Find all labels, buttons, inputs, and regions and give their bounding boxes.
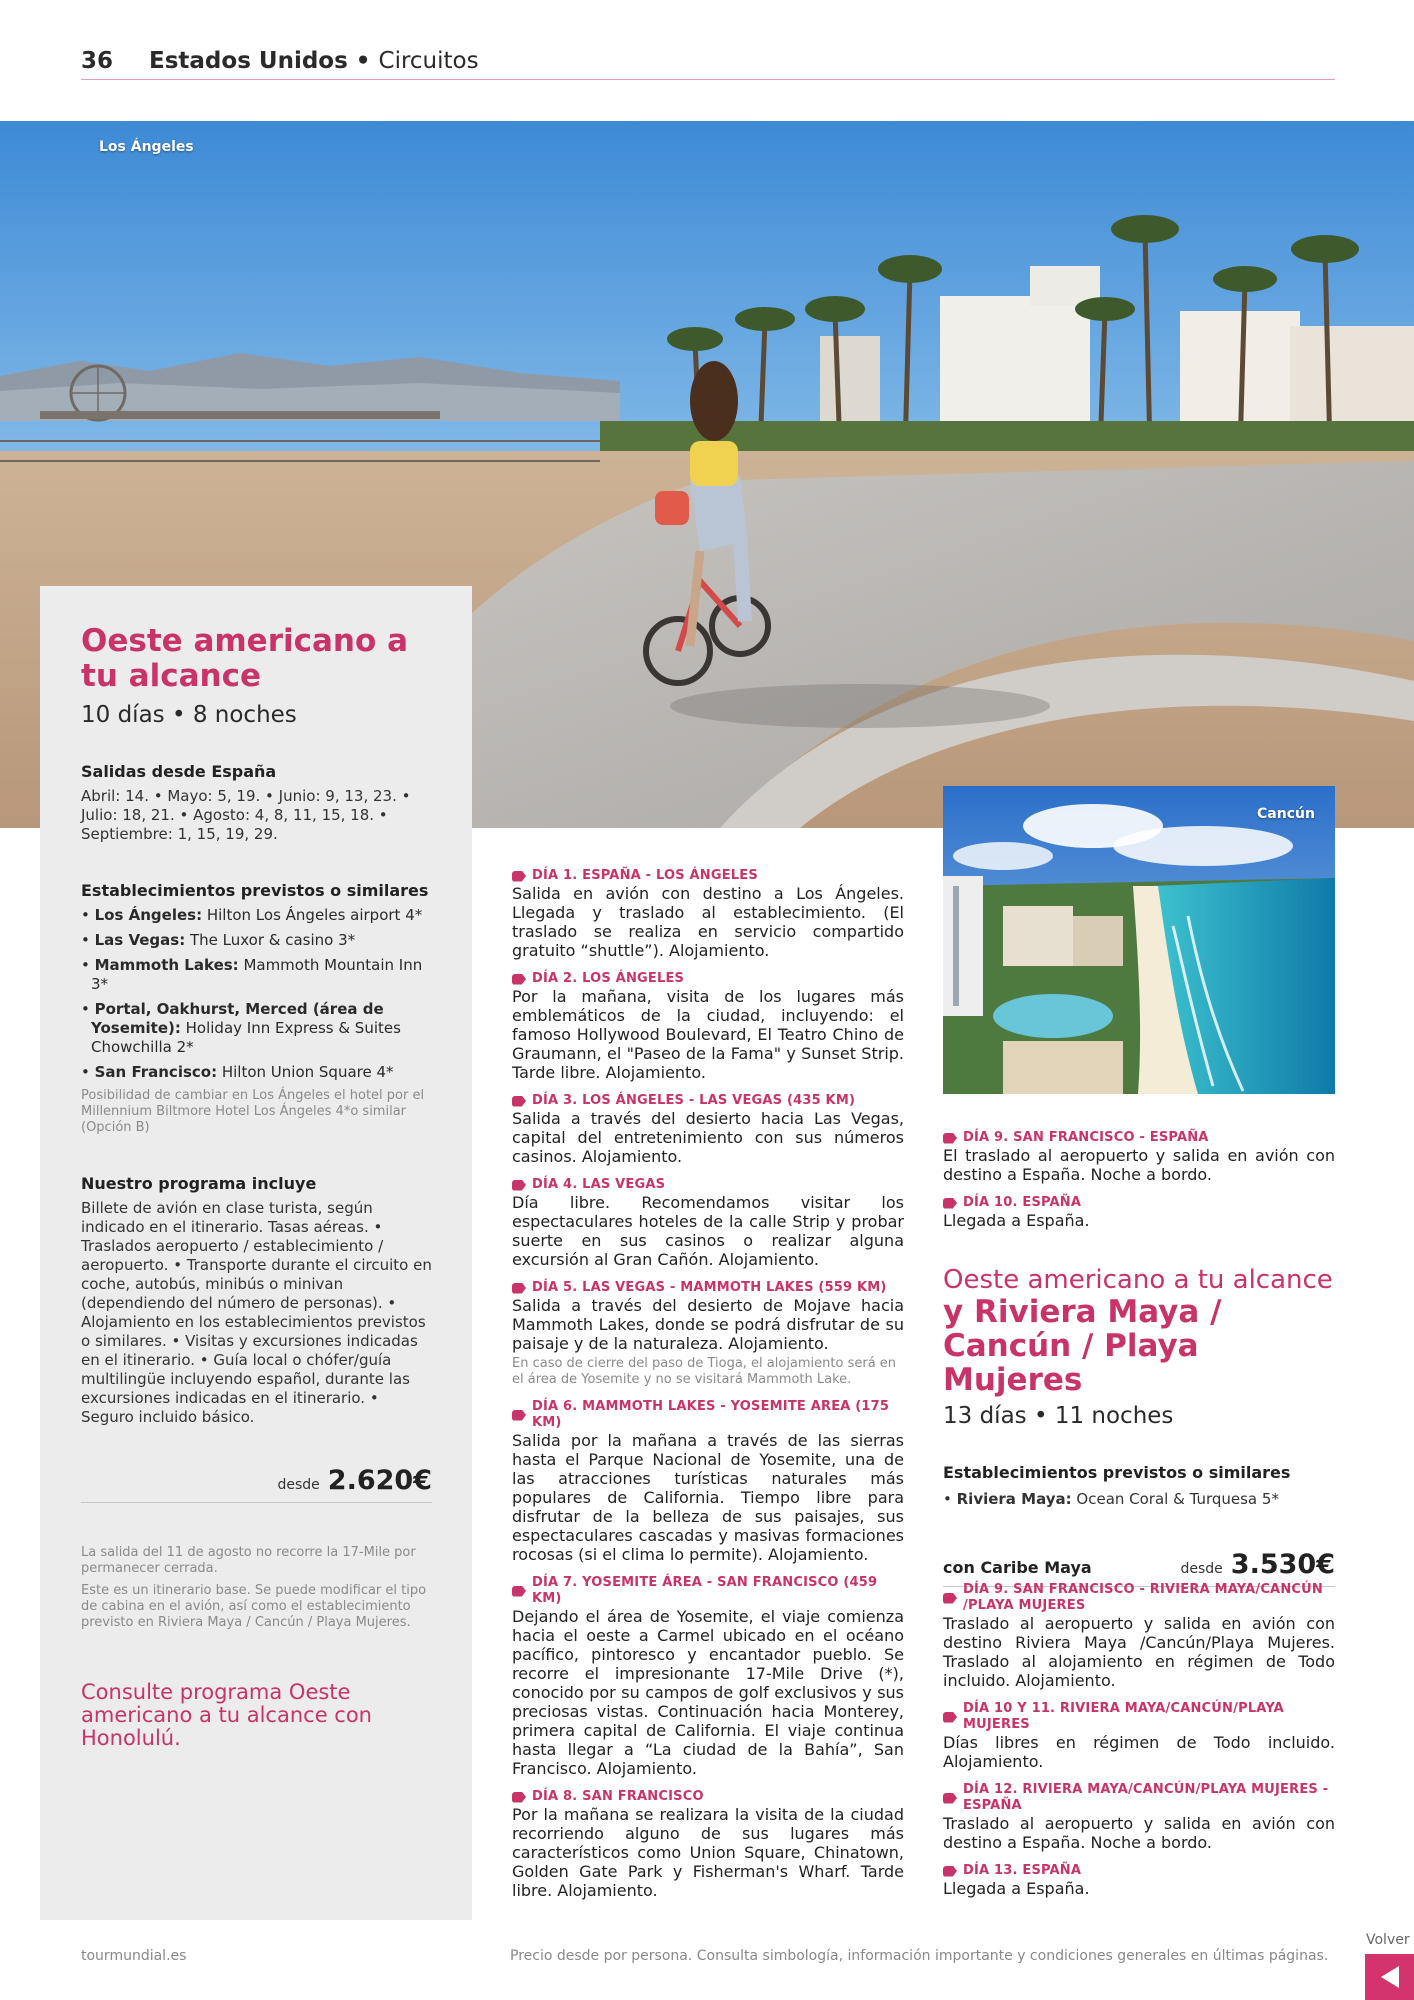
day-description: Salida por la mañana a través de las sierras hasta el Parque Nacional de Yosemite, una de las atracciones turísticas naturales más populares de California. Tiempo libre para disfrutar de la belleza de sus paisajes, sus espectaculares cascadas y masivas formaciones rocosas (si el clima lo permite). Alojamiento. bbox=[512, 1431, 904, 1564]
day-note: En caso de cierre del paso de Tioga, el alojamiento será en el área de Yosemite y no se visitará Mammoth Lake. bbox=[512, 1356, 897, 1387]
hotel-item: • Mammoth Lakes: Mammoth Mountain Inn 3* bbox=[81, 956, 423, 993]
departures-text: Abril: 14. • Mayo: 5, 19. • Junio: 9, 13, 23. • Julio: 18, 21. • Agosto: 4, 8, 11, 15, 18. • Septiembre: 1, 15, 19, 29. bbox=[81, 787, 411, 843]
extension-duration: 13 días • 11 noches bbox=[943, 1403, 1174, 1429]
extension-hotel-item: • Riviera Maya: Ocean Coral & Turquesa 5* bbox=[943, 1490, 1279, 1508]
includes-heading: Nuestro programa incluye bbox=[81, 1174, 317, 1193]
day-description: El traslado al aeropuerto y salida en avión con destino a España. Noche a bordo. bbox=[943, 1146, 1335, 1184]
day-description: Traslado al aeropuerto y salida en avión con destino a España. Noche a bordo. bbox=[943, 1814, 1335, 1852]
hotels-note: Posibilidad de cambiar en Los Ángeles el hotel por el Millennium Biltmore Hotel Los Ángeles 4*o similar (Opción B) bbox=[81, 1088, 425, 1135]
extension-title-bold: y Riviera Maya / Cancún / Playa Mujeres bbox=[943, 1294, 1222, 1398]
day-heading-text: DÍA 6. MAMMOTH LAKES - YOSEMITE AREA (175 KM) bbox=[532, 1399, 890, 1430]
tour-duration: 10 días • 8 noches bbox=[81, 702, 297, 728]
cancun-caption: Cancún bbox=[1257, 806, 1315, 822]
price-row bbox=[81, 1465, 432, 1503]
day-heading bbox=[943, 1130, 1335, 1146]
day-tag-icon bbox=[943, 1712, 957, 1723]
hotel-city: San Francisco: bbox=[94, 1063, 218, 1081]
day-heading bbox=[512, 1399, 904, 1431]
day-heading bbox=[943, 1701, 1335, 1733]
hotel-item: • San Francisco: Hilton Union Square 4* bbox=[81, 1063, 394, 1081]
day-heading-text: DÍA 13. ESPAÑA bbox=[963, 1863, 1082, 1878]
day-tag-icon bbox=[512, 1586, 526, 1597]
day-heading-text: DÍA 3. LOS ÁNGELES - LAS VEGAS (435 KM) bbox=[532, 1093, 856, 1108]
extension-itinerary bbox=[943, 1582, 1335, 1909]
includes-text: Billete de avión en clase turista, según indicado en el itinerario. Tasas aéreas. • Traslados aeropuerto / establecimiento / aeropuerto. • Transporte durante el circuito en coche, autobús, minibús o minivan (dependiendo del número de personas). • Alojamiento en los establecimientos previstos o similares. • Visitas y excursiones indicadas en el itinerario. • Guía local o chófer/guía multilingüe incluyendo español, durante las excursiones indicadas en el itinerario. • Seguro incluido básico. bbox=[81, 1199, 432, 1426]
price-from-label: desde bbox=[277, 1477, 320, 1493]
day-heading bbox=[512, 1093, 904, 1109]
day-heading bbox=[512, 1177, 904, 1193]
back-arrow-icon bbox=[1381, 1966, 1399, 1988]
hotel-name: Holiday Inn Express & Suites Chowchilla 2* bbox=[91, 1019, 401, 1056]
hotels-list bbox=[81, 906, 432, 1082]
departures-heading: Salidas desde España bbox=[81, 762, 277, 781]
hotel-name: Hilton Union Square 4* bbox=[217, 1063, 394, 1081]
section-separator: • bbox=[347, 48, 379, 74]
price-value: 2.620€ bbox=[327, 1465, 432, 1496]
hotel-item: • Los Ángeles: Hilton Los Ángeles airport 4* bbox=[81, 906, 423, 924]
day-heading bbox=[512, 868, 904, 884]
day-tag-icon bbox=[512, 974, 526, 985]
extension-price-value: 3.530€ bbox=[1230, 1549, 1335, 1580]
day-heading bbox=[512, 1789, 904, 1805]
day-description: Días libres en régimen de Todo incluido. Alojamiento. bbox=[943, 1733, 1335, 1771]
day-heading bbox=[512, 971, 904, 987]
hotel-city: Mammoth Lakes: bbox=[94, 956, 239, 974]
day-heading-text: DÍA 8. SAN FRANCISCO bbox=[532, 1789, 704, 1804]
section-title-bold: Estados Unidos bbox=[149, 48, 348, 74]
day-tag-icon bbox=[943, 1866, 957, 1877]
day-heading-text: DÍA 9. SAN FRANCISCO - RIVIERA MAYA/CANCÚN /PLAYA MUJERES bbox=[963, 1582, 1323, 1613]
day-tag-icon bbox=[943, 1793, 957, 1804]
day-heading-text: DÍA 5. LAS VEGAS - MAMMOTH LAKES (559 KM) bbox=[532, 1280, 887, 1295]
extension-hotels-heading: Establecimientos previstos o similares bbox=[943, 1463, 1291, 1482]
cancun-image bbox=[943, 786, 1335, 1094]
day-heading bbox=[512, 1575, 904, 1607]
note-itinerary-base: Este es un itinerario base. Se puede modificar el tipo de cabina en el avión, así como el establecimiento previsto en Riviera Maya / Cancún / Playa Mujeres. bbox=[81, 1583, 427, 1630]
tour-title: Oeste americano a tu alcance bbox=[81, 623, 408, 694]
hotel-name: The Luxor & casino 3* bbox=[185, 931, 356, 949]
consult-honolulu-link[interactable]: Consulte programa Oeste americano a tu alcance con Honolulú. bbox=[81, 1680, 372, 1750]
hotel-item: • Portal, Oakhurst, Merced (área de Yosemite): Holiday Inn Express & Suites Chowchilla 2* bbox=[81, 1000, 401, 1056]
day-description: Por la mañana se realizara la visita de la ciudad recorriendo alguno de sus lugares más característicos como Union Square, Chinatown, Golden Gate Park y Fisherman's Wharf. Tarde libre. Alojamiento. bbox=[512, 1805, 904, 1900]
day-tag-icon bbox=[512, 1180, 526, 1191]
day-heading-text: DÍA 9. SAN FRANCISCO - ESPAÑA bbox=[963, 1130, 1209, 1145]
day-heading-text: DÍA 4. LAS VEGAS bbox=[532, 1177, 666, 1192]
day-tag-icon bbox=[512, 1283, 526, 1294]
section-title bbox=[149, 48, 479, 74]
volver-button[interactable] bbox=[1365, 1954, 1414, 2000]
day-heading bbox=[943, 1863, 1335, 1879]
day-tag-icon bbox=[943, 1133, 957, 1144]
day-heading-text: DÍA 10 Y 11. RIVIERA MAYA/CANCÚN/PLAYA MUJERES bbox=[963, 1701, 1284, 1732]
itinerary-column bbox=[512, 868, 904, 1911]
day-heading-text: DÍA 1. ESPAÑA - LOS ÁNGELES bbox=[532, 868, 758, 883]
hotel-name: Hilton Los Ángeles airport 4* bbox=[202, 906, 423, 924]
day-description: Salida en avión con destino a Los Ángeles. Llegada y traslado al establecimiento. (El traslado se realiza en servicio compartido gratuito “shuttle”). Alojamiento. bbox=[512, 884, 904, 960]
day-description: Por la mañana, visita de los lugares más emblemáticos de la ciudad, incluyendo: el famoso Hollywood Boulevard, El Teatro Chino de Graumann, el "Paseo de la Fama" y Sunset Strip. Tarde libre. Alojamiento. bbox=[512, 987, 904, 1082]
footer-site[interactable]: tourmundial.es bbox=[81, 1948, 187, 1964]
day-heading bbox=[512, 1280, 904, 1296]
day-tag-icon bbox=[512, 871, 526, 882]
note-17-mile: La salida del 11 de agosto no recorre la 17-Mile por permanecer cerrada. bbox=[81, 1545, 416, 1576]
hero-caption: Los Ángeles bbox=[99, 139, 194, 155]
itinerary-end-days bbox=[943, 1130, 1335, 1241]
day-heading-text: DÍA 2. LOS ÁNGELES bbox=[532, 971, 685, 986]
day-description: Día libre. Recomendamos visitar los espectaculares hoteles de la calle Strip y probar suerte en sus casinos o realizar alguna excursión al Gran Cañón. Alojamiento. bbox=[512, 1193, 904, 1269]
day-description: Traslado al aeropuerto y salida en avión con destino Riviera Maya /Cancún/Playa Mujeres. Traslado al alojamiento en régimen de Todo incluido. Alojamiento. bbox=[943, 1614, 1335, 1690]
extension-price-group bbox=[1181, 1549, 1336, 1580]
day-heading bbox=[943, 1782, 1335, 1814]
day-tag-icon bbox=[943, 1593, 957, 1604]
hotel-city: Las Vegas: bbox=[94, 931, 186, 949]
day-heading-text: DÍA 10. ESPAÑA bbox=[963, 1195, 1082, 1210]
extension-price-from: desde bbox=[1180, 1561, 1223, 1577]
day-heading-text: DÍA 7. YOSEMITE ÁREA - SAN FRANCISCO (459 KM) bbox=[532, 1575, 878, 1606]
page-number: 36 bbox=[81, 48, 114, 74]
day-heading bbox=[943, 1195, 1335, 1211]
day-description: Salida a través del desierto hacia Las Vegas, capital del entretenimiento con sus números casinos. Alojamiento. bbox=[512, 1109, 904, 1166]
day-heading-text: DÍA 12. RIVIERA MAYA/CANCÚN/PLAYA MUJERES - ESPAÑA bbox=[963, 1782, 1329, 1813]
extension-title-light: Oeste americano a tu alcance bbox=[943, 1265, 1333, 1295]
footer-disclaimer: Precio desde por persona. Consulta simbología, información importante y condiciones generales en últimas páginas. bbox=[510, 1948, 1329, 1964]
section-title-light: Circuitos bbox=[378, 48, 479, 74]
day-description: Llegada a España. bbox=[943, 1211, 1090, 1230]
volver-label[interactable]: Volver bbox=[1366, 1932, 1410, 1948]
extension-hotel-city: Riviera Maya: bbox=[956, 1490, 1072, 1508]
day-tag-icon bbox=[512, 1410, 526, 1421]
hotel-city: Portal, Oakhurst, Merced (área de Yosemite): bbox=[91, 1000, 384, 1037]
tour-summary-panel bbox=[40, 586, 472, 1920]
day-description: Salida a través del desierto de Mojave hacia Mammoth Lakes, donde se podrá disfrutar de su paisaje y de la naturaleza. Alojamiento. bbox=[512, 1296, 904, 1353]
extension-block bbox=[943, 1265, 1335, 1587]
page-header bbox=[81, 48, 1335, 80]
hotel-item: • Las Vegas: The Luxor & casino 3* bbox=[81, 931, 356, 949]
hotel-city: Los Ángeles: bbox=[94, 906, 203, 924]
hotel-name: Mammoth Mountain Inn 3* bbox=[91, 956, 423, 993]
extension-hotel-name: Ocean Coral & Turquesa 5* bbox=[1071, 1490, 1279, 1508]
day-heading bbox=[943, 1582, 1335, 1614]
day-description: Llegada a España. bbox=[943, 1879, 1090, 1898]
day-tag-icon bbox=[943, 1198, 957, 1209]
day-description: Dejando el área de Yosemite, el viaje comienza hacia el oeste a Carmel ubicado en el océano pacífico, pintoresco y encantador pueblo. Se recorre el impresionante 17-Mile Drive (*), conocido por su campos de golf exclusivos y sus preciosas vistas. Continuación hacia Monterey, primera capital de California. El viaje continua hasta llegar a “La ciudad de la Bahía”, San Francisco. Alojamiento. bbox=[512, 1607, 904, 1778]
extension-price-label: con Caribe Maya bbox=[943, 1558, 1092, 1577]
hotels-heading: Establecimientos previstos o similares bbox=[81, 881, 429, 900]
day-tag-icon bbox=[512, 1792, 526, 1803]
day-tag-icon bbox=[512, 1096, 526, 1107]
